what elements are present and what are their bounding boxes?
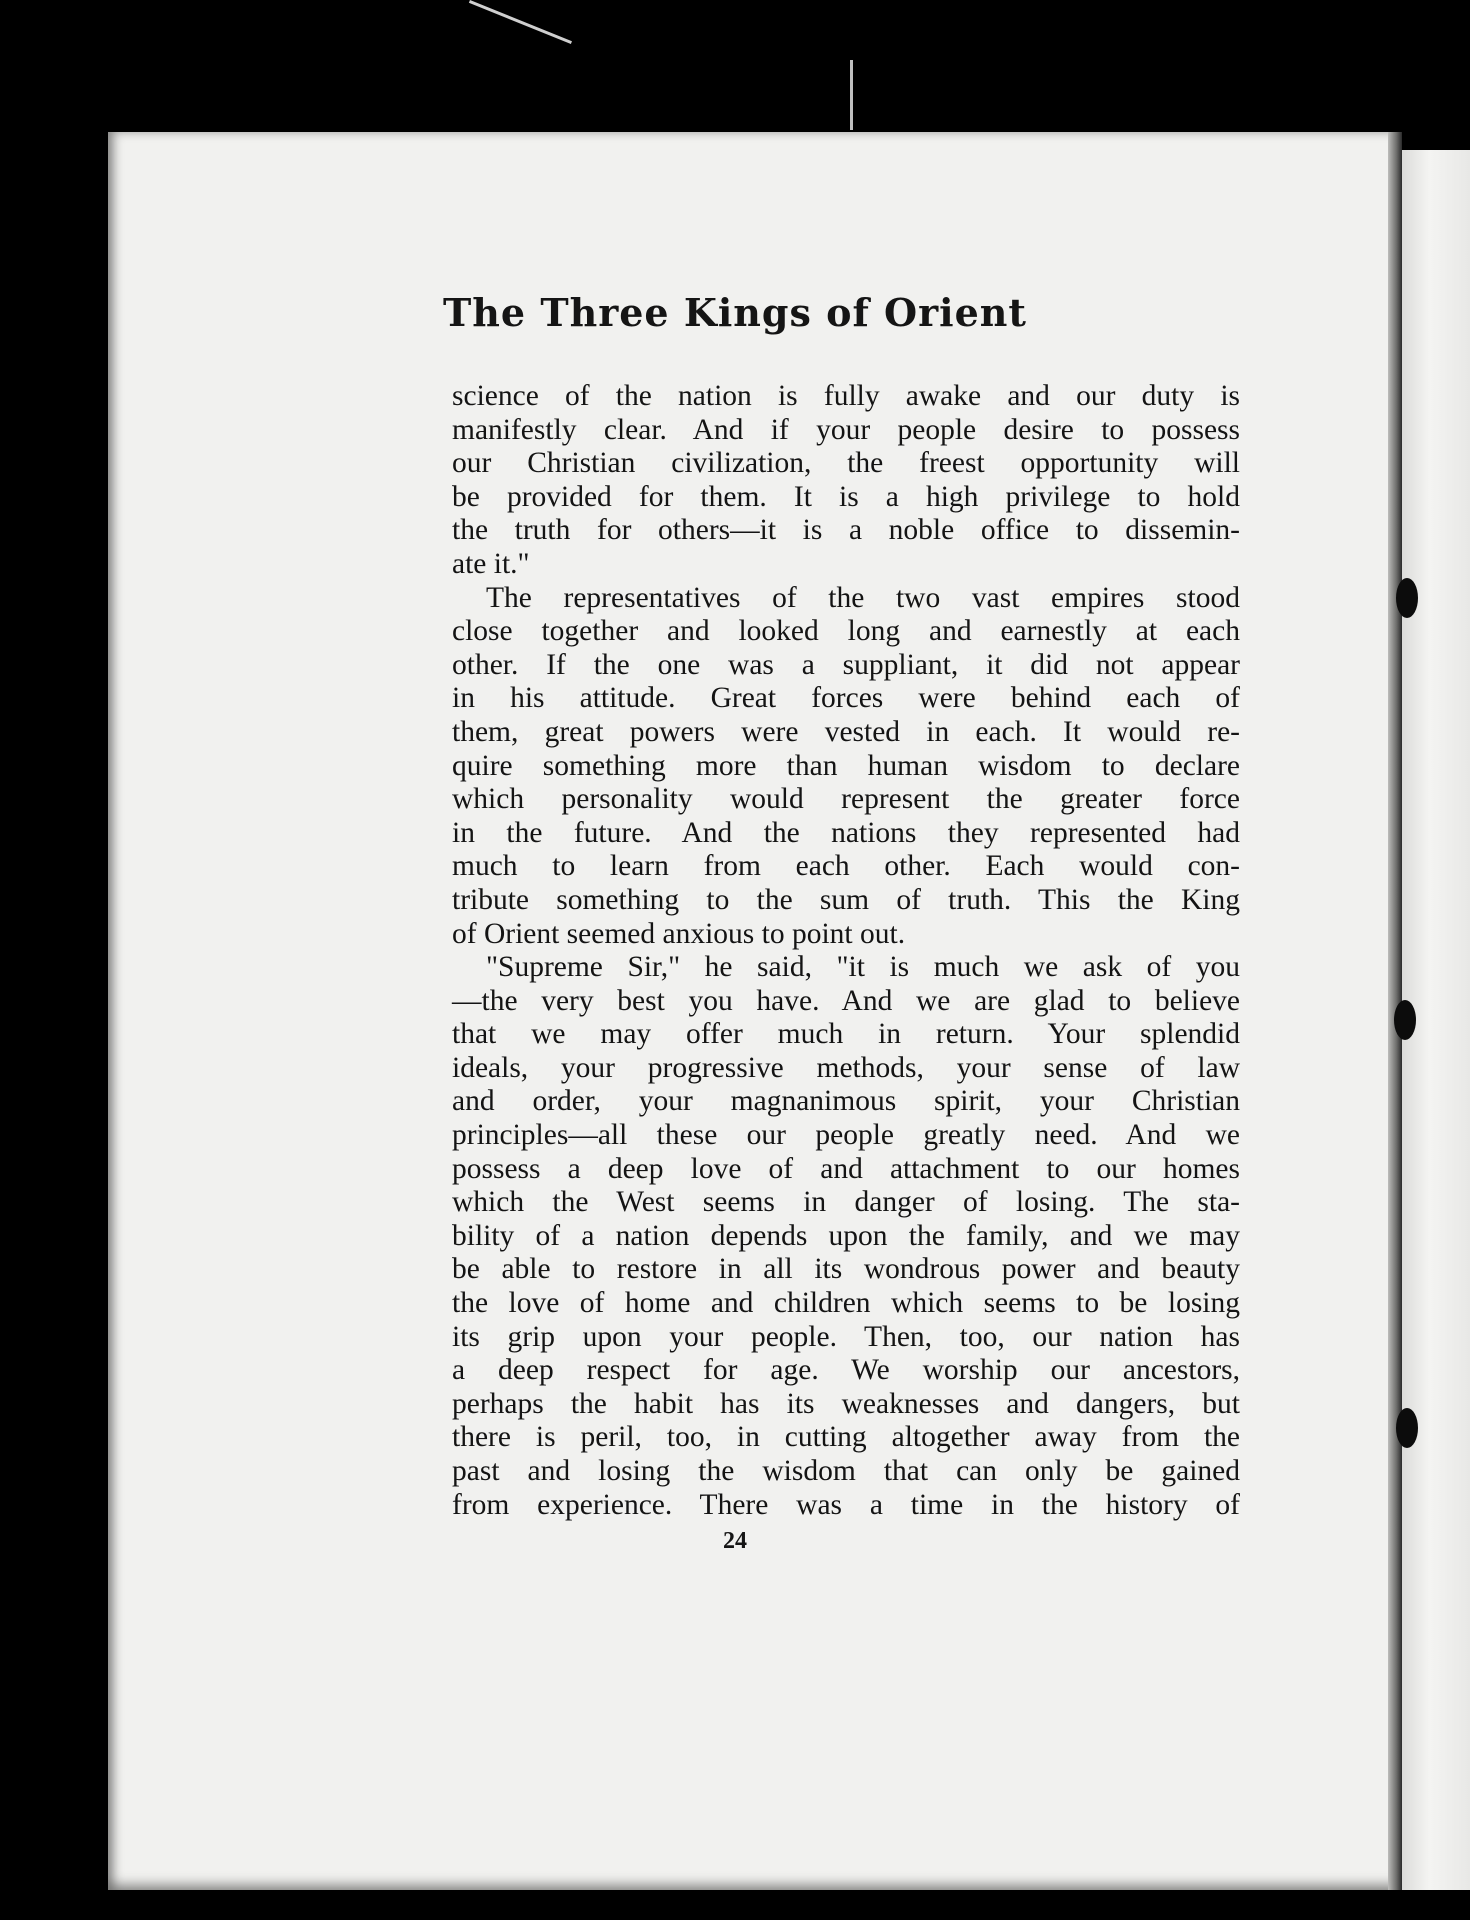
scan-artifact: [850, 60, 853, 130]
text-line: the truth for others—it is a noble office to dissemin-: [452, 514, 1240, 547]
text-line: the love of home and children which seems to be losing: [452, 1287, 1240, 1320]
scan-artifact: [469, 0, 572, 44]
text-line: in the future. And the nations they represented had: [452, 816, 1240, 849]
text-line: science of the nation is fully awake and our duty is: [452, 380, 1240, 412]
text-line: manifestly clear. And if your people desire to possess: [452, 413, 1240, 446]
page-number: 24: [723, 1528, 747, 1554]
text-line: its grip upon your people. Then, too, our nation has: [452, 1320, 1240, 1353]
text-line: possess a deep love of and attachment to our homes: [452, 1152, 1240, 1185]
text-line: The representatives of the two vast empires stood: [486, 581, 1240, 614]
text-line: quire something more than human wisdom to declare: [452, 749, 1240, 782]
text-line: past and losing the wisdom that can only be gained: [452, 1455, 1240, 1487]
text-line: which the West seems in danger of losing. The sta-: [452, 1186, 1240, 1219]
text-line: from experience. There was a time in the history of: [452, 1488, 1240, 1521]
binding-hole: [1394, 1000, 1416, 1040]
binding-hole: [1396, 1408, 1418, 1448]
text-line: be able to restore in all its wondrous power and beauty: [452, 1253, 1240, 1286]
running-head: The Three Kings of Orient: [443, 290, 1027, 335]
text-line: that we may offer much in return. Your splendid: [452, 1018, 1240, 1051]
text-line: —the very best you have. And we are glad to believe: [452, 984, 1240, 1017]
text-line: "Supreme Sir," he said, "it is much we ask of you: [486, 951, 1240, 984]
text-line: bility of a nation depends upon the family, and we may: [452, 1219, 1240, 1252]
text-line: other. If the one was a suppliant, it did not appear: [452, 648, 1240, 681]
text-line: our Christian civilization, the freest opportunity will: [452, 447, 1240, 480]
text-line: close together and looked long and earnestly at each: [452, 615, 1240, 648]
text-line: tribute something to the sum of truth. This the King: [452, 883, 1240, 916]
body-text: [452, 380, 1240, 1522]
text-line: be provided for them. It is a high privilege to hold: [452, 480, 1240, 513]
text-line: a deep respect for age. We worship our ancestors,: [452, 1354, 1240, 1387]
text-line: in his attitude. Great forces were behind each of: [452, 682, 1240, 715]
text-line: principles—all these our people greatly need. And we: [452, 1119, 1240, 1152]
text-line: of Orient seemed anxious to point out.: [452, 917, 906, 950]
text-line: there is peril, too, in cutting altogether away from the: [452, 1421, 1240, 1454]
text-line: much to learn from each other. Each would con-: [452, 850, 1240, 883]
text-line: ate it.": [452, 547, 530, 580]
text-line: ideals, your progressive methods, your sense of law: [452, 1051, 1240, 1084]
text-line: and order, your magnanimous spirit, your Christian: [452, 1085, 1240, 1118]
binding-hole: [1396, 578, 1418, 618]
text-line: perhaps the habit has its weaknesses and dangers, but: [452, 1387, 1240, 1420]
text-line: which personality would represent the greater force: [452, 783, 1240, 816]
text-line: them, great powers were vested in each. It would re-: [452, 715, 1240, 748]
